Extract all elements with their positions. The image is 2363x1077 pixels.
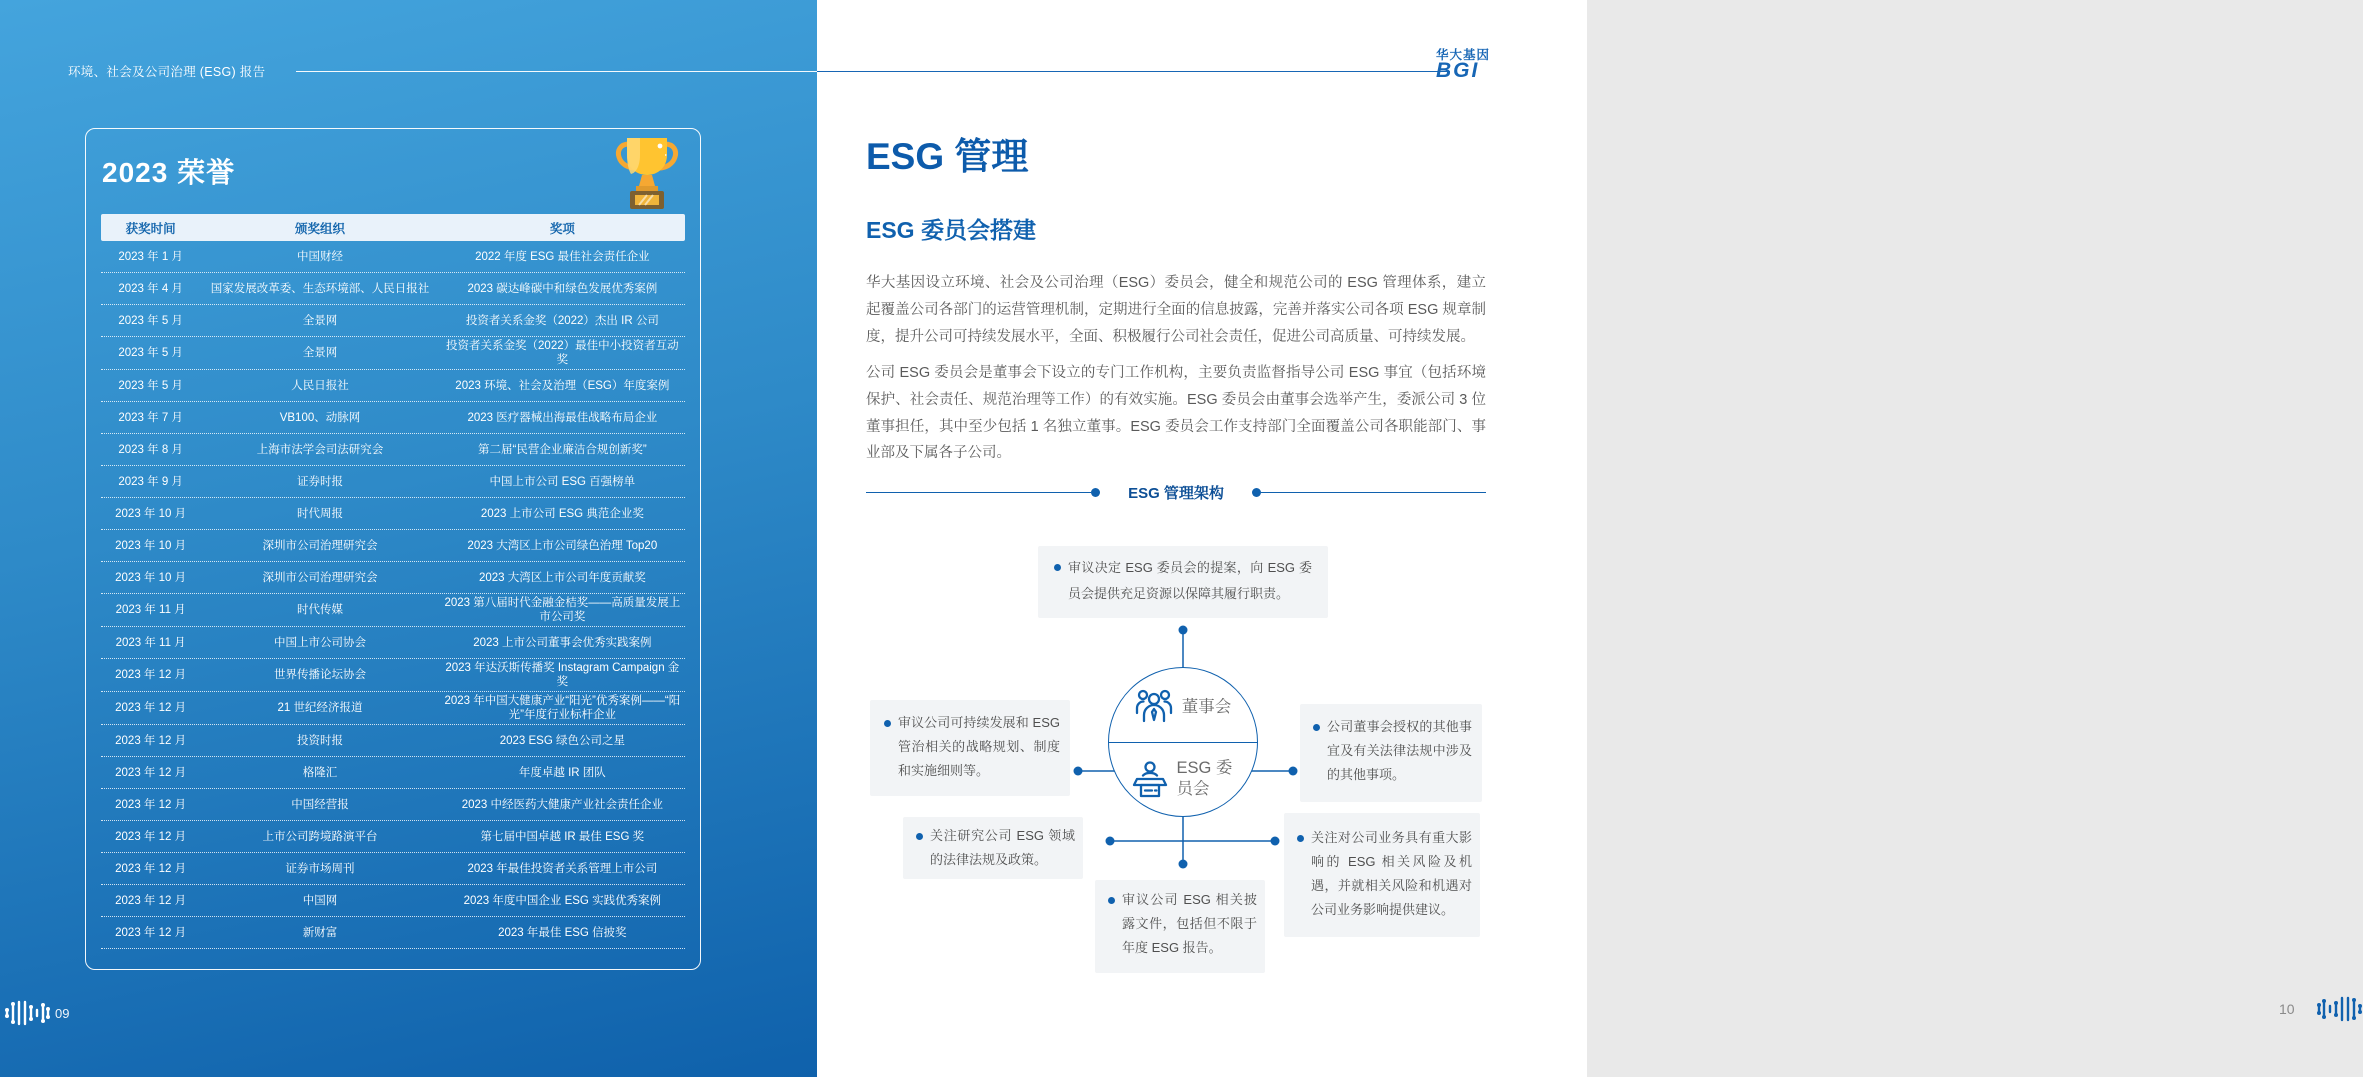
table-row bbox=[101, 466, 685, 498]
cell-award-org: 时代传媒 bbox=[296, 604, 343, 616]
bullet-dot bbox=[884, 720, 891, 727]
cell-award-org: 新财富 bbox=[302, 926, 338, 939]
cell-award-org: 时代周报 bbox=[296, 507, 343, 520]
cell-award-date: 2023 年 5 月 bbox=[118, 347, 183, 359]
heading-rule bbox=[866, 492, 1091, 494]
cell-award-date: 2023 年 10 月 bbox=[115, 539, 187, 552]
dna-barcode-icon bbox=[2317, 996, 2363, 1022]
cell-award-org: VB100、动脉网 bbox=[279, 411, 361, 424]
diagram-box-text: 公司董事会授权的其他事宜及有关法律法规中涉及的其他事项。 bbox=[1327, 719, 1472, 783]
cell-award-date: 2023 年 4 月 bbox=[118, 282, 183, 295]
cell-award-date: 2023 年 12 月 bbox=[115, 926, 187, 939]
cell-award-name: 2023 上市公司董事会优秀实践案例 bbox=[473, 636, 652, 649]
cell-award-name: 2023 年度中国企业 ESG 实践优秀案例 bbox=[463, 894, 662, 907]
table-row bbox=[101, 337, 685, 370]
cell-award-name: 2023 ESG 绿色公司之星 bbox=[499, 734, 625, 747]
cell-award-org: 全景网 bbox=[302, 347, 338, 359]
right-page-footer bbox=[2279, 996, 2363, 1022]
cell-award-name: 2023 中经医药大健康产业社会责任企业 bbox=[461, 798, 663, 811]
cell-award-date: 2023 年 12 月 bbox=[115, 830, 187, 843]
cell-award-date: 2023 年 7 月 bbox=[118, 411, 183, 424]
cell-award-name: 第七届中国卓越 IR 最佳 ESG 奖 bbox=[480, 830, 645, 843]
cell-award-org: 中国经营报 bbox=[291, 798, 349, 811]
table-row bbox=[101, 725, 685, 757]
diagram-box-text: 审议公司 ESG 相关披露文件，包括但不限于年度 ESG 报告。 bbox=[1122, 892, 1257, 956]
report-title: 环境、社会及公司治理 (ESG) 报告 bbox=[68, 65, 266, 79]
trophy-icon bbox=[616, 133, 678, 213]
cell-award-name: 年度卓越 IR 团队 bbox=[518, 766, 606, 779]
body-paragraph: 公司 ESG 委员会是董事会下设立的专门工作机构，主要负责监督指导公司 ESG 事宜（包括环境保护、社会责任、规范治理等工作）的有效实施。ESG 委员会由董事会选举产生，委派公司 3 位董事担任，其中至少包括 1 名独立董事。ESG 委员会工作支持部门全面覆盖公司各职能部门、事业部及下属各子公司。 bbox=[866, 365, 1486, 462]
honors-card bbox=[85, 128, 701, 970]
bullet-dot bbox=[916, 833, 923, 840]
esg-committee-icon bbox=[1132, 760, 1168, 798]
board-label: 董事会 bbox=[1181, 698, 1232, 716]
diagram-box-board-duty bbox=[1038, 546, 1328, 618]
cell-award-name: 2023 年最佳 ESG 信披奖 bbox=[498, 926, 627, 939]
cell-award-name: 第二届“民营企业廉洁合规创新奖” bbox=[478, 443, 647, 456]
heading-dot bbox=[1091, 488, 1100, 497]
header-rule-right bbox=[817, 71, 1450, 72]
cell-award-date: 2023 年 12 月 bbox=[115, 798, 187, 811]
cell-award-name: 投资者关系金奖（2022）杰出 IR 公司 bbox=[465, 314, 659, 327]
bullet-dot bbox=[1297, 835, 1304, 842]
left-page-footer bbox=[4, 1000, 69, 1026]
table-row bbox=[101, 789, 685, 821]
cell-award-org: 中国财经 bbox=[296, 250, 343, 263]
cell-award-org: 深圳市公司治理研究会 bbox=[262, 539, 378, 552]
table-row bbox=[101, 757, 685, 789]
honors-table-header bbox=[101, 214, 685, 241]
esg-committee-section bbox=[1109, 742, 1257, 816]
cell-award-date: 2023 年 1 月 bbox=[118, 250, 183, 263]
table-row bbox=[101, 917, 685, 949]
table-row bbox=[101, 370, 685, 402]
cell-award-name: 中国上市公司 ESG 百强榜单 bbox=[489, 475, 636, 488]
cell-award-name: 2023 上市公司 ESG 典范企业奖 bbox=[480, 507, 644, 520]
honors-table bbox=[101, 214, 685, 949]
cell-award-org: 证券市场周刊 bbox=[285, 862, 355, 875]
cell-award-org: 全景网 bbox=[302, 314, 338, 327]
section-subtitle: ESG 委员会搭建 bbox=[866, 217, 1036, 243]
diagram-box-text: 关注对公司业务具有重大影响的 ESG 相关风险及机遇，并就相关风险和机遇对公司业务影响提供建议。 bbox=[1311, 830, 1472, 918]
cell-award-date: 2023 年 10 月 bbox=[115, 571, 187, 584]
cell-award-name: 2023 年达沃斯传播奖 Instagram Campaign 金奖 bbox=[445, 662, 680, 688]
cell-award-name: 2023 医疗器械出海最佳战略布局企业 bbox=[467, 411, 658, 424]
cell-award-org: 21 世纪经济报道 bbox=[277, 702, 363, 714]
cell-award-org: 格隆汇 bbox=[302, 766, 338, 779]
body-paragraph: 华大基因设立环境、社会及公司治理（ESG）委员会，健全和规范公司的 ESG 管理体系，建立起覆盖公司各部门的运营管理机制，定期进行全面的信息披露，完善并落实公司各项 ESG 规章制度，提升公司可持续发展水平，全面、积极履行公司社会责任，促进公司高质量、可持续发展。 bbox=[866, 275, 1486, 345]
diagram-box-text: 审议决定 ESG 委员会的提案，向 ESG 委员会提供充足资源以保障其履行职责。 bbox=[1068, 560, 1312, 601]
esg-committee-label: ESG 委员会 bbox=[1176, 759, 1233, 798]
cell-award-name: 2023 碳达峰碳中和绿色发展优秀案例 bbox=[467, 282, 658, 295]
diagram-box-other-matters bbox=[1300, 704, 1482, 802]
cell-award-org: 证券时报 bbox=[296, 475, 343, 488]
diagram-box-text: 审议公司可持续发展和 ESG 管治相关的战略规划、制度和实施细则等。 bbox=[898, 715, 1060, 779]
cell-award-org: 中国上市公司协会 bbox=[273, 636, 366, 649]
page-title: ESG 管理 bbox=[866, 136, 1029, 177]
column-header-org: 颁奖组织 bbox=[294, 221, 345, 236]
heading-dot bbox=[1252, 488, 1261, 497]
cell-award-org: 人民日报社 bbox=[291, 379, 349, 392]
heading-rule bbox=[1261, 492, 1486, 494]
table-row bbox=[101, 305, 685, 337]
bgi-logo bbox=[1436, 49, 1490, 81]
cell-award-org: 深圳市公司治理研究会 bbox=[262, 571, 378, 584]
left-page-number: 09 bbox=[55, 1005, 70, 1021]
table-row bbox=[101, 273, 685, 305]
cell-award-name: 投资者关系金奖（2022）最佳中小投资者互动奖 bbox=[446, 340, 679, 366]
cell-award-date: 2023 年 12 月 bbox=[115, 766, 187, 779]
table-row bbox=[101, 853, 685, 885]
diagram-center-circle bbox=[1108, 667, 1258, 817]
cell-award-name: 2022 年度 ESG 最佳社会责任企业 bbox=[475, 250, 650, 263]
diagram-box-text: 关注研究公司 ESG 领域的法律法规及政策。 bbox=[930, 828, 1075, 868]
bgi-logo-english: BGI bbox=[1436, 58, 1480, 82]
diagram-box-regulations bbox=[903, 817, 1083, 879]
table-row bbox=[101, 402, 685, 434]
table-row bbox=[101, 627, 685, 659]
dna-barcode-icon bbox=[4, 1000, 50, 1026]
cell-award-name: 2023 第八届时代金融金桔奖——高质量发展上市公司奖 bbox=[444, 597, 681, 623]
bullet-dot bbox=[1313, 724, 1320, 731]
bullet-dot bbox=[1054, 564, 1061, 571]
cell-award-date: 2023 年 5 月 bbox=[118, 314, 183, 327]
header-rule-left bbox=[296, 71, 817, 72]
table-row bbox=[101, 562, 685, 594]
cell-award-org: 投资时报 bbox=[296, 734, 343, 747]
board-section bbox=[1109, 668, 1257, 742]
cell-award-name: 2023 年中国大健康产业“阳光”优秀案例——“阳光”年度行业标杆企业 bbox=[444, 695, 681, 721]
table-row bbox=[101, 659, 685, 692]
column-header-award: 奖项 bbox=[549, 221, 575, 236]
cell-award-name: 2023 年最佳投资者关系管理上市公司 bbox=[467, 862, 658, 875]
cell-award-date: 2023 年 12 月 bbox=[115, 862, 187, 875]
left-page bbox=[0, 0, 817, 1077]
cell-award-date: 2023 年 11 月 bbox=[115, 604, 186, 616]
board-of-directors-icon bbox=[1135, 687, 1173, 723]
cell-award-date: 2023 年 11 月 bbox=[115, 636, 186, 649]
cell-award-org: 上海市法学会司法研究会 bbox=[256, 443, 384, 456]
cell-award-name: 2023 大湾区上市公司绿色治理 Top20 bbox=[467, 539, 658, 552]
cell-award-name: 2023 大湾区上市公司年度贡献奖 bbox=[478, 571, 646, 584]
cell-award-org: 中国网 bbox=[302, 894, 338, 907]
architecture-heading-label: ESG 管理架构 bbox=[1128, 485, 1224, 502]
cell-award-org: 上市公司跨境路演平台 bbox=[262, 830, 378, 843]
table-row bbox=[101, 530, 685, 562]
honors-title: 2023 荣誉 bbox=[102, 157, 236, 188]
cell-award-date: 2023 年 12 月 bbox=[115, 894, 187, 907]
table-row bbox=[101, 594, 685, 627]
table-row bbox=[101, 498, 685, 530]
architecture-heading bbox=[866, 482, 1486, 503]
cell-award-date: 2023 年 12 月 bbox=[115, 734, 187, 747]
right-page-number: 10 bbox=[2279, 1001, 2295, 1017]
diagram-box-disclosure bbox=[1095, 880, 1265, 973]
diagram-box-risk-opportunity bbox=[1284, 813, 1480, 937]
bgi-logo-chinese: 华大基因 bbox=[1436, 48, 1491, 62]
cell-award-date: 2023 年 10 月 bbox=[115, 507, 187, 520]
cell-award-date: 2023 年 5 月 bbox=[118, 379, 183, 392]
diagram-box-strategy bbox=[870, 700, 1070, 796]
honors-table-body bbox=[101, 241, 685, 949]
cell-award-date: 2023 年 9 月 bbox=[118, 475, 183, 488]
table-row bbox=[101, 241, 685, 273]
column-header-date: 获奖时间 bbox=[125, 221, 176, 236]
cell-award-date: 2023 年 8 月 bbox=[118, 443, 183, 456]
cell-award-org: 世界传播论坛协会 bbox=[273, 669, 366, 681]
cell-award-org: 国家发展改革委、生态环境部、人民日报社 bbox=[210, 282, 430, 295]
cell-award-date: 2023 年 12 月 bbox=[115, 669, 187, 681]
table-row bbox=[101, 885, 685, 917]
table-row bbox=[101, 821, 685, 853]
cell-award-date: 2023 年 12 月 bbox=[115, 702, 187, 714]
cell-award-name: 2023 环境、社会及治理（ESG）年度案例 bbox=[455, 379, 670, 392]
table-row bbox=[101, 434, 685, 466]
table-row bbox=[101, 692, 685, 725]
bullet-dot bbox=[1108, 897, 1115, 904]
